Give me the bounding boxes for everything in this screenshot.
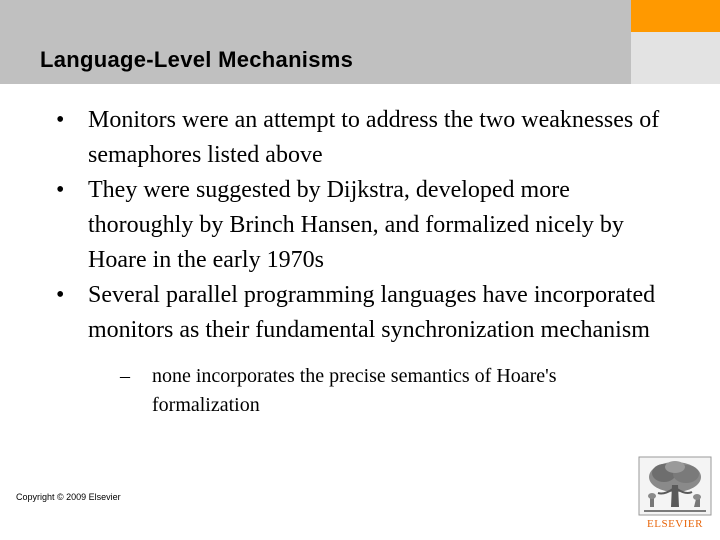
copyright-notice: Copyright © 2009 Elsevier [16, 492, 121, 502]
sub-bullet-list [88, 362, 666, 420]
slide-title: Language-Level Mechanisms [40, 47, 354, 72]
sub-bullet-marker: – [120, 365, 130, 387]
bullet-marker: • [56, 107, 65, 133]
gray-accent-block [631, 32, 720, 84]
sub-bullet-item [88, 362, 666, 420]
elsevier-tree-logo-icon [636, 455, 714, 517]
bullet-text: Monitors were an attempt to address the two weaknesses of semaphores listed above [88, 107, 660, 168]
bullet-marker: • [56, 177, 65, 203]
bullet-item [56, 173, 666, 278]
orange-accent-block [631, 0, 720, 32]
logo-wordmark: ELSEVIER [647, 518, 703, 530]
sub-bullet-text: none incorporates the precise semantics of Hoare's formalization [152, 365, 557, 416]
bullet-item [56, 103, 666, 173]
bullet-text: They were suggested by Dijkstra, developed more thoroughly by Brinch Hansen, and formalized nicely by Hoare in the early 1970s [88, 177, 624, 273]
bullet-marker: • [56, 282, 65, 308]
bullet-list [56, 103, 666, 420]
elsevier-logo [636, 455, 714, 537]
bullet-item [56, 278, 666, 420]
bullet-text: Several parallel programming languages have incorporated monitors as their fundamental synchronization mechanism [88, 282, 656, 343]
